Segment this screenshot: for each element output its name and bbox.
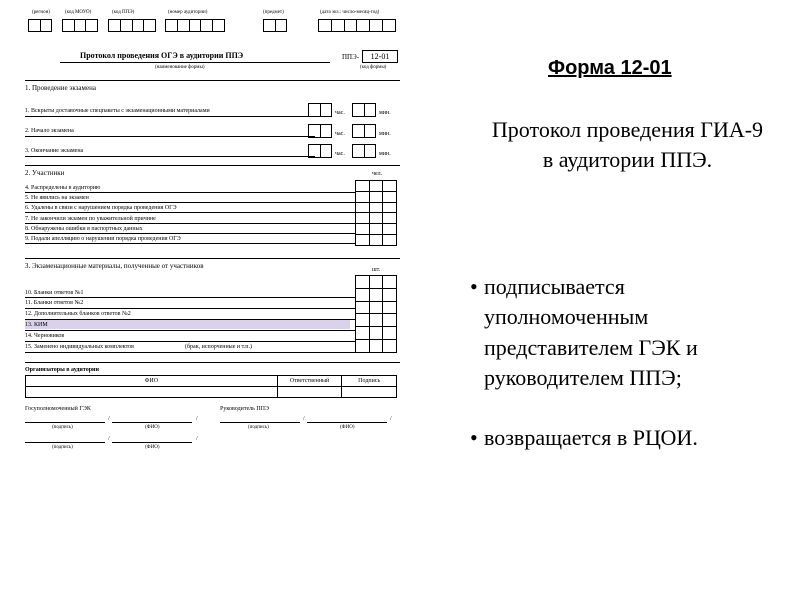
hour-label: час. [335, 151, 345, 157]
section3-row: 10. Бланки ответов №1 [25, 290, 84, 296]
hour-boxes [308, 103, 332, 117]
section3-row: 14. Черновиков [25, 333, 65, 339]
form-title: Протокол проведения ОГЭ в аудитории ППЭ [80, 51, 244, 60]
header-label-date: (дата экз.: число-месяц-год) [320, 10, 380, 15]
organizers-heading: Организаторы в аудитории [25, 367, 99, 373]
bullet-text: подписывается уполномоченным представителем ГЭК и руководителем ППЭ; [484, 274, 698, 391]
slash: / [108, 416, 110, 422]
minute-label: мин. [379, 110, 391, 116]
bullet-text: возвращается в РЦОИ. [484, 425, 698, 451]
section3-row: 15. Заменено индивидуальных комплектов [25, 344, 134, 350]
minute-boxes [352, 144, 376, 158]
bullet-item [470, 423, 790, 453]
slide-bullets [470, 272, 790, 454]
section3-row: 12. Дополнительных бланков ответов №2 [25, 311, 131, 317]
header-label-mouo: (код МОУО) [65, 10, 92, 15]
hour-boxes [308, 124, 332, 138]
organizers-table [25, 375, 397, 398]
section2-row: 6. Удалены в связи с нарушением порядка проведения ОГЭ [25, 205, 177, 211]
protocol-form [20, 10, 400, 450]
form-code-sub: (код формы) [360, 65, 387, 70]
auditorium-boxes [165, 19, 225, 32]
section3-row: 13. КИМ [25, 322, 48, 328]
header-label-subject: (предмет) [263, 10, 284, 15]
header-label-ppe: (код ППЭ) [112, 10, 135, 15]
form-code: 12-01 [362, 50, 398, 63]
sign-sub: (подпись) [248, 425, 269, 430]
slide-title: Форма 12-01 [548, 57, 672, 79]
hour-label: час. [335, 110, 345, 116]
gek-label: Госуполномоченный ГЭК [25, 406, 91, 412]
kim-highlight [25, 320, 350, 329]
section2-unit: чел. [372, 171, 383, 177]
minute-label: мин. [379, 151, 391, 157]
slash: / [303, 416, 305, 422]
header-label-region: (регион) [32, 10, 50, 15]
section2-heading: 2. Участники [25, 169, 65, 177]
participants-grid [355, 180, 397, 246]
section3-row: 11. Бланки ответов №2 [25, 300, 84, 306]
section2-row: 7. Не закончили экзамен по уважительной причине [25, 216, 156, 222]
slash: / [108, 436, 110, 442]
ppe-boxes [108, 19, 156, 32]
hour-label: час. [335, 131, 345, 137]
bullet-glyph: • [470, 425, 478, 451]
organizers-col-fio: ФИО [26, 376, 278, 387]
subject-boxes [263, 19, 287, 32]
section1-row-label: 2. Начало экзамена [25, 128, 74, 134]
hour-boxes [308, 144, 332, 158]
section2-row: 9. Подали апелляцию о нарушении порядка проведения ОГЭ [25, 236, 181, 242]
form-code-prefix: ППЭ- [342, 53, 360, 61]
section1-heading: 1. Проведение экзамена [25, 84, 96, 92]
minute-boxes [352, 124, 376, 138]
minute-boxes [352, 103, 376, 117]
section1-row-label: 3. Окончание экзамена [25, 148, 84, 154]
replaced-note: (брак, испорченные и т.п.) [185, 344, 252, 350]
bullet-item [470, 272, 790, 393]
slash: / [196, 416, 198, 422]
fio-sub: (ФИО) [145, 425, 160, 430]
slide-subtitle: Протокол проведения ГИА-9 в аудитории ППЭ. [491, 117, 764, 172]
form-title-sub: (наименование формы) [155, 65, 205, 70]
sign-sub: (подпись) [52, 425, 73, 430]
minute-label: мин. [379, 131, 391, 137]
sign-sub: (подпись) [52, 445, 73, 450]
section3-unit: шт. [372, 267, 381, 273]
fio-sub: (ФИО) [340, 425, 355, 430]
head-label: Руководитель ППЭ [220, 406, 269, 412]
section2-row: 8. Обнаружены ошибки в паспортных данных [25, 226, 143, 232]
materials-grid [355, 275, 397, 353]
section1-row-label: 1. Вскрыты доставочные спецпакеты с экзаменационными материалами [25, 108, 210, 114]
slash: / [390, 416, 392, 422]
bullet-glyph: • [470, 274, 478, 299]
fio-sub: (ФИО) [145, 445, 160, 450]
header-label-auditorium: (номер аудитории) [168, 10, 208, 15]
section3-heading: 3. Экзаменационные материалы, полученные от участников [25, 262, 204, 270]
slash: / [196, 436, 198, 442]
section2-row: 4. Распределены в аудиторию [25, 185, 101, 191]
organizers-col-signature: Подпись [342, 376, 397, 387]
date-boxes [318, 19, 396, 32]
section2-row: 5. Не явились на экзамен [25, 195, 89, 201]
mouo-boxes [62, 19, 98, 32]
organizers-col-responsible: Ответственный [277, 376, 342, 387]
region-boxes [28, 19, 52, 32]
